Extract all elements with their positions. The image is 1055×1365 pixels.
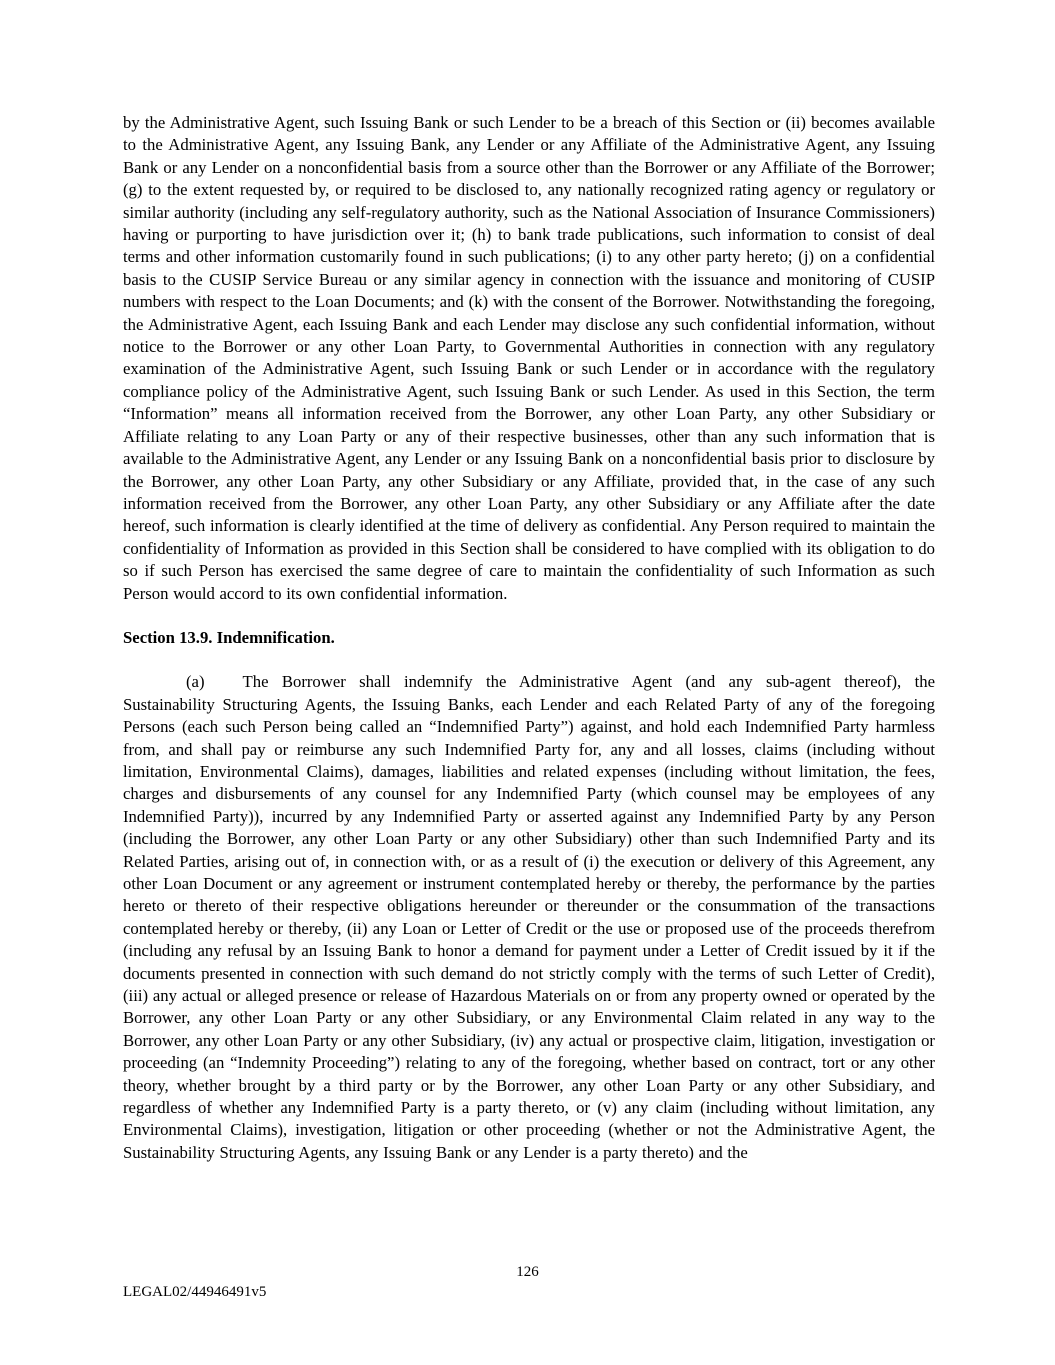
indemnification-paragraph-a bbox=[123, 671, 935, 1164]
section-13-9-heading: Section 13.9. Indemnification. bbox=[123, 627, 335, 647]
document-body bbox=[123, 112, 935, 1164]
paragraph-tab-gap bbox=[205, 686, 243, 687]
paragraph-first-line-indent bbox=[123, 686, 186, 687]
page-number: 126 bbox=[516, 1264, 539, 1280]
document-id-stamp: LEGAL02/44946491v5 bbox=[123, 1284, 267, 1300]
paragraph-a-text: The Borrower shall indemnify the Administrative Agent (and any sub-agent thereof), the Sustainability Structuring Agents, the Issuing Banks, each Lender and each Related Party of any of the foregoing Persons (each such Person being called an “Indemnified Party”) against, and hold each Indemnified Party harmless from, and shall pay or reimburse any such Indemnified Party for, any and all losses, claims (including without limitation, Environmental Claims), damages, liabilities and related expenses (including without limitation, the fees, charges and disbursements of any counsel for any Indemnified Party (which counsel may be employees of any Indemnified Party)), incurred by any Indemnified Party or asserted against any Indemnified Party by any Person (including the Borrower, any other Loan Party or any other Subsidiary) other than such Indemnified Party and its Related Parties, arising out of, in connection with, or as a result of (i) the execution or delivery of this Agreement, any other Loan Document or any agreement or instrument contemplated hereby or thereby, the performance by the parties hereto or thereto of their respective obligations hereunder or thereunder or the consummation of the transactions contemplated hereby or thereby, (ii) any Loan or Letter of Credit or the use or proposed use of the proceeds therefrom (including any refusal by an Issuing Bank to honor a demand for payment under a Letter of Credit issued by it if the documents presented in connection with such demand do not strictly comply with the terms of such Letter of Credit), (iii) any actual or alleged presence or release of Hazardous Materials on or from any property owned or operated by the Borrower, any other Loan Party or any other Subsidiary, or any Environmental Claim related in any way to the Borrower, any other Loan Party or any other Subsidiary, (iv) any actual or prospective claim, litigation, investigation or proceeding (an “Indemnity Proceeding”) relating to any of the foregoing, whether based on contract, tort or any other theory, whether brought by a third party or by the Borrower, any other Loan Party or any other Subsidiary, and regardless of whether any Indemnified Party is a party thereto, or (v) any claim (including without limitation, any Environmental Claims), investigation, litigation or other proceeding (whether or not the Administrative Agent, the Sustainability Structuring Agents, any Issuing Bank or any Lender is a party thereto) and the bbox=[123, 672, 935, 1162]
paragraph-a-label: (a) bbox=[186, 672, 205, 692]
confidentiality-paragraph: by the Administrative Agent, such Issuing Bank or such Lender to be a breach of this Section or (ii) becomes available to the Administrative Agent, any Issuing Bank, any Lender or any Affiliate of the Administrative Agent, any Issuing Bank or any Lender on a nonconfidential basis from a source other than the Borrower or any Affiliate of the Borrower; (g) to the extent requested by, or required to be disclosed to, any nationally recognized rating agency or regulatory or similar authority (including any self-regulatory authority, such as the National Association of Insurance Commissioners) having or purporting to have jurisdiction over it; (h) to bank trade publications, such information to consist of deal terms and other information customarily found in such publications; (i) to any other party hereto; (j) on a confidential basis to the CUSIP Service Bureau or any similar agency in connection with the issuance and monitoring of CUSIP numbers with respect to the Loan Documents; and (k) with the consent of the Borrower. Notwithstanding the foregoing, the Administrative Agent, each Issuing Bank and each Lender may disclose any such confidential information, without notice to the Borrower or any other Loan Party, to Governmental Authorities in connection with any regulatory examination of the Administrative Agent, such Issuing Bank or such Lender or in accordance with the regulatory compliance policy of the Administrative Agent, such Issuing Bank or such Lender. As used in this Section, the term “Information” means all information received from the Borrower, any other Loan Party, any other Subsidiary or Affiliate relating to any Loan Party or any of their respective businesses, other than any such information that is available to the Administrative Agent, any Lender or any Issuing Bank on a nonconfidential basis prior to disclosure by the Borrower, any other Loan Party, any other Subsidiary or any Affiliate, provided that, in the case of any such information received from the Borrower, any other Loan Party, any other Subsidiary or any Affiliate after the date hereof, such information is clearly identified at the time of delivery as confidential. Any Person required to maintain the confidentiality of Information as provided in this Section shall be considered to have complied with its obligation to do so if such Person has exercised the same degree of care to maintain the confidentiality of such Information as such Person would accord to its own confidential information. bbox=[123, 113, 935, 603]
